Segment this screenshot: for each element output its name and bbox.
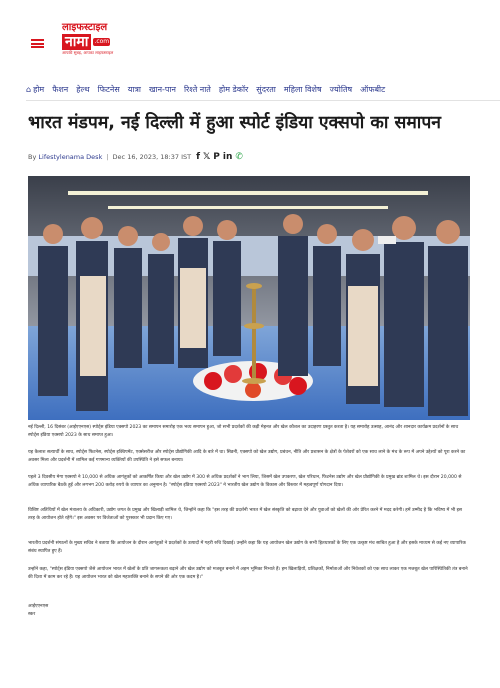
facebook-icon[interactable]: f xyxy=(196,152,201,162)
nav-item-travel[interactable]: यात्रा xyxy=(127,84,141,94)
nav-item-women-special[interactable]: महिला विशेष xyxy=(283,84,322,94)
article-paragraph-4: विशिष्ट अतिथियों में खेल मंत्रालय के अधिकारी, उद्योग जगत के प्रमुख और खिलाड़ी शामिल थे, जिन्होंने कहा कि "इस तरह की प्रदर्शनी भारत में खेल संस्कृति को बढ़ावा देने और युवाओं को खेलों की ओर प्रेरित करने में मदद करेगी। हमें उम्मीद है कि भविष्य में भी इस तरह के आयोजन होते रहेंगे।" इस अवसर पर विजेताओं को पुरस्कार भी प्रदान किए गए। xyxy=(28,508,462,521)
article-paragraph-3: पहले 3 दिवसीय मेगा एक्सपो ने 10,000 से अधिक आगंतुकों को आकर्षित किया और खेल उद्योग में 300 से अधिक प्रदर्शकों ने भाग लिया, जिसमें खेल उपकरण, खेल परिधान, फिटनेस उद्योग और खेल प्रौद्योगिकी के प्रमुख ब्रांड शामिल थे। इस दौरान 20,000 से अधिक व्यापारिक बैठकें हुईं और लगभग 200 करोड़ रुपये के व्यापार का अनुमान है। "स्पोर्ट्स इंडिया एक्सपो 2023" ने भारतीय खेल उद्योग के विकास और विस्तार में महत्वपूर्ण योगदान दिया। xyxy=(28,475,462,488)
site-logo[interactable] xyxy=(62,22,132,58)
nav-item-fitness[interactable]: फिटनेस xyxy=(97,84,120,94)
twitter-icon[interactable]: 𝕏 xyxy=(203,152,211,162)
logo-tagline: आपकी सुबह, आपका लाइफस्टाइल xyxy=(62,50,114,55)
menu-icon[interactable] xyxy=(31,39,44,48)
nav-item-astrology[interactable]: ज्योतिष xyxy=(329,84,353,94)
byline-prefix: By xyxy=(28,153,37,161)
nav-item-beauty[interactable]: सुंदरता xyxy=(256,84,276,94)
main-nav xyxy=(26,82,500,96)
article-signoff: स्कर xyxy=(28,612,36,617)
share-bar xyxy=(196,152,246,162)
linkedin-icon[interactable]: in xyxy=(222,152,233,162)
nav-item-fashion[interactable]: फैशन xyxy=(52,84,69,94)
author-link[interactable]: Lifestylenama Desk xyxy=(38,153,103,161)
article-paragraph-6: उन्होंने कहा, "स्पोर्ट्स इंडिया एक्सपो जैसे आयोजन भारत में खेलों के प्रति जागरूकता बढ़ाने और खेल उद्योग को मजबूत बनाने में अहम भूमिका निभाते हैं। हम खिलाड़ियों, प्रशिक्षकों, निर्माताओं और निवेशकों को एक साथ लाकर एक मजबूत खेल पारिस्थितिकी तंत्र बनाने की दिशा में काम कर रहे हैं। यह आयोजन भारत को खेल महाशक्ति बनाने के सपने की ओर एक कदम है।" xyxy=(28,567,468,580)
nav-item-home-decor[interactable]: होम डेकॉर xyxy=(218,84,249,94)
article-paragraph-5: भारतीय प्रदर्शनी संगठनों के मुख्य सचिव ने बताया कि आयोजन के दौरान आगंतुकों ने प्रदर्शकों के उत्पादों में गहरी रुचि दिखाई। उन्होंने कहा कि यह आयोजन खेल उद्योग के सभी हितधारकों के लिए एक उत्कृष्ट मंच साबित हुआ है और इसके माध्यम से कई नए व्यापारिक संबंध स्थापित हुए हैं। xyxy=(28,541,466,554)
home-icon[interactable]: ⌂ xyxy=(26,84,32,94)
whatsapp-icon[interactable]: ✆ xyxy=(235,152,243,162)
nav-item-health[interactable]: हेल्थ xyxy=(76,84,90,94)
nav-item-relationships[interactable]: रिश्ते नाते xyxy=(183,84,211,94)
nav-item-offbeat[interactable]: ऑफबीट xyxy=(360,84,386,94)
article-photo xyxy=(28,176,470,420)
byline-separator: | xyxy=(106,153,109,161)
publish-date: Dec 16, 2023, 18:37 IST xyxy=(112,153,192,161)
article-paragraph-2: यह कैलाश सत्यार्थी के साथ, स्पोर्ट्स फिटनेस, स्पोर्ट्स इक्विपमेंट, एक्सेसरीज और स्पोर्ट्स प्रौद्योगिकी आदि के बारे में था। सिडनी, एक्सपो को खेल उद्योग, प्रबंधन, नीति और प्रशासन के क्षेत्रों के पेशेवरों को एक साथ लाने के मंच के रूप में अपने उद्देश्यों को पूरा करने का अवसर मिला और प्रदर्शनी में शामिल कई गणमान्य व्यक्तियों की उपस्थिति ने इसे सफल बनाया। xyxy=(28,450,466,463)
nav-item-home[interactable]: होम xyxy=(33,84,45,94)
article-paragraph-1: नई दिल्ली, 16 दिसंबर (आईएएनएस) स्पोर्ट्स इंडिया एक्सपो 2023 का समापन समारोह एक भव्य समापन हुआ, जो सभी प्रदर्शकों की कड़ी मेहनत और खेल कौशल का उदाहरण प्रस्तुत करता है। यह समारोह उत्साह, आनंद और शानदार कार्यक्रम प्रदर्शनों के साथ स्पोर्ट्स इंडिया एक्सपो 2023 के साथ समाप्त हुआ। xyxy=(28,425,459,438)
logo-line1: लाइफस्टाइल xyxy=(62,22,108,33)
byline xyxy=(28,151,246,163)
logo-line2: नामा xyxy=(62,34,91,50)
nav-item-food[interactable]: खान-पान xyxy=(148,84,176,94)
nav-divider xyxy=(26,100,500,101)
article-headline: भारत मंडपम, नई दिल्ली में हुआ स्पोर्ट इंडिया एक्सपो का समापन xyxy=(28,113,441,133)
article-source: आईएएनएस xyxy=(28,604,49,609)
pinterest-icon[interactable]: P xyxy=(213,152,220,162)
logo-dotcom: .com xyxy=(94,38,110,45)
